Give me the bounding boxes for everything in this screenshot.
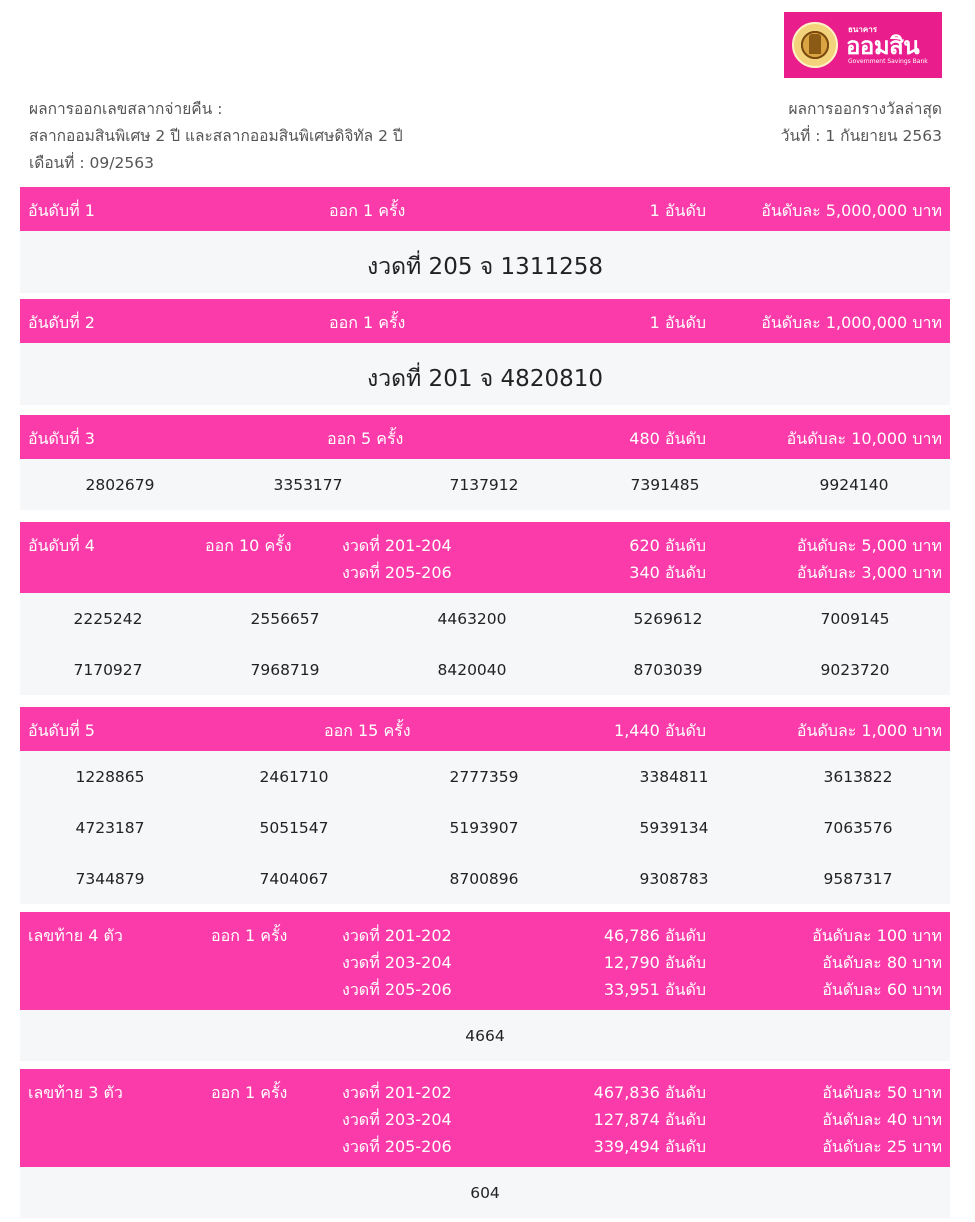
prize-amount: อันดับละ 1,000,000 บาท <box>761 313 942 332</box>
latest-title: ผลการออกรางวัลล่าสุด <box>788 100 942 118</box>
prize-amount: อันดับละ 40 บาท <box>822 1110 942 1129</box>
prize-3-numbers <box>20 459 950 510</box>
winning-number: 5193907 <box>449 819 519 837</box>
winning-number: 2802679 <box>85 476 155 494</box>
latest-date: วันที่ : 1 กันยายน 2563 <box>780 127 942 145</box>
prize-count: 46,786 อันดับ <box>603 926 706 945</box>
prize-period: งวดที่ 205-206 <box>342 563 452 582</box>
bank-seal-icon <box>792 22 838 68</box>
prize-period: งวดที่ 203-204 <box>342 1110 452 1129</box>
winning-number: 5051547 <box>259 819 329 837</box>
result-title: ผลการออกเลขสลากจ่ายคืน : <box>29 100 223 118</box>
prize-count: 1,440 อันดับ <box>614 721 706 740</box>
prize-1-result <box>20 231 950 293</box>
prize-period: งวดที่ 201-202 <box>342 926 452 945</box>
winning-number: 2556657 <box>250 610 320 628</box>
winning-number: 9308783 <box>639 870 709 888</box>
winning-number: 7391485 <box>630 476 700 494</box>
winning-number: 604 <box>470 1184 500 1202</box>
winning-number: 9587317 <box>823 870 893 888</box>
last-4-digits-header <box>20 912 950 1010</box>
prize-amount: อันดับละ 100 บาท <box>812 926 942 945</box>
winning-number: 8703039 <box>633 661 703 679</box>
prize-amount: อันดับละ 25 บาท <box>822 1137 942 1156</box>
prize-count: 480 อันดับ <box>629 429 706 448</box>
prize-rank: อันดับที่ 2 <box>28 313 95 332</box>
prize-period: งวดที่ 205-206 <box>342 1137 452 1156</box>
prize-amount: อันดับละ 5,000 บาท <box>796 536 942 555</box>
winning-number: 1228865 <box>75 768 145 786</box>
latest-info <box>781 96 942 150</box>
prize-amount: อันดับละ 60 บาท <box>822 980 942 999</box>
prize-amount: อันดับละ 50 บาท <box>822 1083 942 1102</box>
prize-draws: ออก 1 ครั้ง <box>329 313 406 332</box>
prize-count: 340 อันดับ <box>629 563 706 582</box>
winning-number: งวดที่ 201 จ 4820810 <box>367 366 603 392</box>
prize-amount: อันดับละ 1,000 บาท <box>796 721 942 740</box>
logo-text <box>846 26 928 65</box>
prize-2-result <box>20 343 950 405</box>
lottery-name: สลากออมสินพิเศษ 2 ปี และสลากออมสินพิเศษดิจิทัล 2 ปี <box>29 127 403 145</box>
prize-draws: ออก 5 ครั้ง <box>327 429 404 448</box>
winning-number: 3384811 <box>639 768 709 786</box>
prize-amount: อันดับละ 10,000 บาท <box>786 429 942 448</box>
winning-number: งวดที่ 205 จ 1311258 <box>367 254 603 280</box>
winning-number: 7137912 <box>449 476 519 494</box>
prize-4-numbers <box>20 593 950 695</box>
prize-rank: อันดับที่ 1 <box>28 201 95 220</box>
prize-count: 339,494 อันดับ <box>593 1137 706 1156</box>
prize-amount: อันดับละ 3,000 บาท <box>796 563 942 582</box>
prize-count: 33,951 อันดับ <box>603 980 706 999</box>
winning-number: 4723187 <box>75 819 145 837</box>
prize-period: งวดที่ 205-206 <box>342 980 452 999</box>
prize-rank: อันดับที่ 5 <box>28 721 95 740</box>
prize-count: 12,790 อันดับ <box>603 953 706 972</box>
prize-draws: ออก 1 ครั้ง <box>211 1083 288 1102</box>
result-month: เดือนที่ : 09/2563 <box>29 154 154 172</box>
logo-small-text: ธนาคาร <box>848 24 877 34</box>
prize-count: 620 อันดับ <box>629 536 706 555</box>
winning-number: 7170927 <box>73 661 143 679</box>
winning-number: 7063576 <box>823 819 893 837</box>
gsb-logo[interactable] <box>784 12 942 78</box>
prize-count: 1 อันดับ <box>649 313 706 332</box>
winning-number: 9023720 <box>820 661 890 679</box>
prize-draws: ออก 10 ครั้ง <box>205 536 292 555</box>
prize-count: 1 อันดับ <box>649 201 706 220</box>
winning-number: 4463200 <box>437 610 507 628</box>
prize-rank: อันดับที่ 3 <box>28 429 95 448</box>
prize-period: งวดที่ 203-204 <box>342 953 452 972</box>
prize-1-header <box>20 187 950 231</box>
prize-draws: ออก 15 ครั้ง <box>324 721 411 740</box>
result-info <box>29 96 403 177</box>
prize-2-header <box>20 299 950 343</box>
winning-number: 5269612 <box>633 610 703 628</box>
winning-number: 8420040 <box>437 661 507 679</box>
winning-number: 8700896 <box>449 870 519 888</box>
logo-english-text: Government Savings Bank <box>848 57 928 65</box>
winning-number: 7009145 <box>820 610 890 628</box>
prize-amount: อันดับละ 5,000,000 บาท <box>761 201 942 220</box>
prize-5-header <box>20 707 950 751</box>
winning-number: 3353177 <box>273 476 343 494</box>
winning-number: 4664 <box>465 1027 505 1045</box>
prize-draws: ออก 1 ครั้ง <box>211 926 288 945</box>
last-3-digits-result <box>20 1167 950 1218</box>
prize-amount: อันดับละ 80 บาท <box>822 953 942 972</box>
prize-rank: เลขท้าย 4 ตัว <box>28 926 123 945</box>
last-4-digits-result <box>20 1010 950 1061</box>
winning-number: 2225242 <box>73 610 143 628</box>
prize-period: งวดที่ 201-202 <box>342 1083 452 1102</box>
prize-rank: เลขท้าย 3 ตัว <box>28 1083 123 1102</box>
prize-count: 127,874 อันดับ <box>593 1110 706 1129</box>
prize-5-numbers <box>20 751 950 904</box>
last-3-digits-header <box>20 1069 950 1167</box>
winning-number: 5939134 <box>639 819 709 837</box>
winning-number: 7968719 <box>250 661 320 679</box>
winning-number: 2777359 <box>449 768 519 786</box>
prize-count: 467,836 อันดับ <box>593 1083 706 1102</box>
winning-number: 9924140 <box>819 476 889 494</box>
winning-number: 7344879 <box>75 870 145 888</box>
winning-number: 2461710 <box>259 768 329 786</box>
logo-main-text: ออมสิน <box>846 31 920 60</box>
prize-3-header <box>20 415 950 459</box>
winning-number: 3613822 <box>823 768 893 786</box>
prize-rank: อันดับที่ 4 <box>28 536 95 555</box>
prize-draws: ออก 1 ครั้ง <box>329 201 406 220</box>
prize-period: งวดที่ 201-204 <box>342 536 452 555</box>
prize-4-header <box>20 522 950 593</box>
winning-number: 7404067 <box>259 870 329 888</box>
